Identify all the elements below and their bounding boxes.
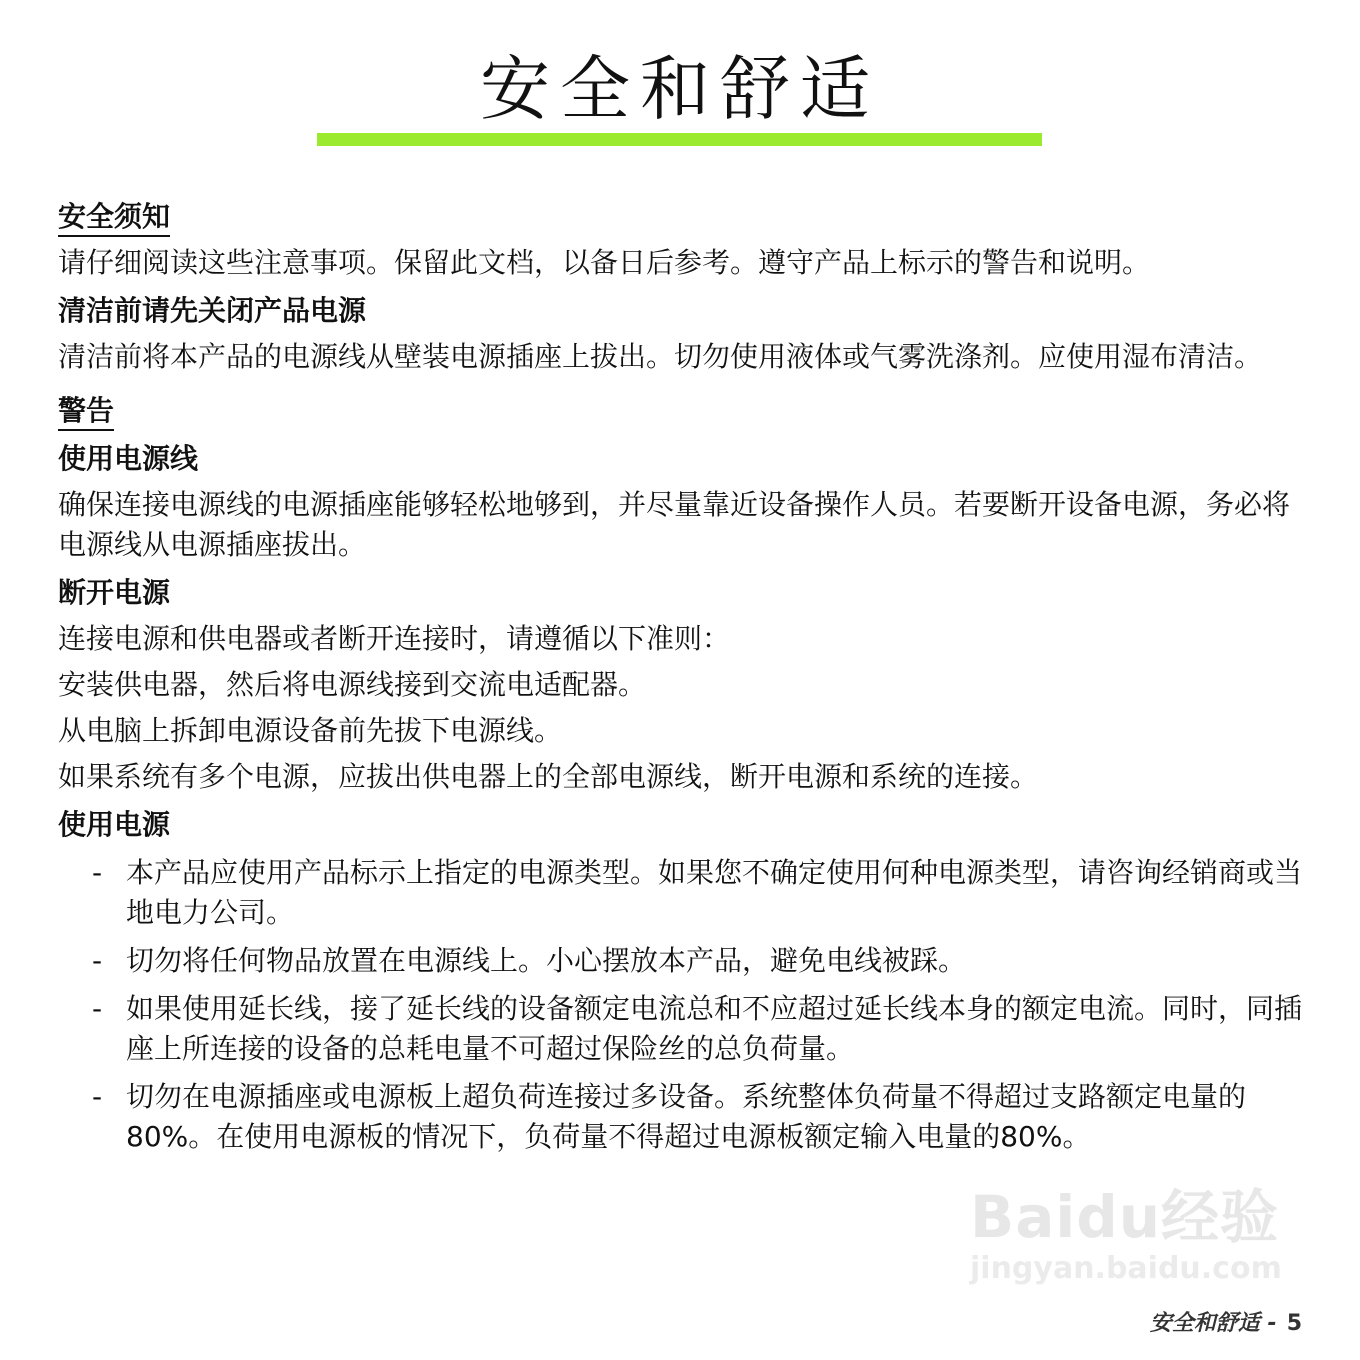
bullet-dash: - bbox=[92, 992, 103, 1025]
content-body bbox=[58, 197, 1304, 1157]
safety-notice-text: 请仔细阅读这些注意事项。保留此文档，以备日后参考。遵守产品上标示的警告和说明。 bbox=[58, 246, 1151, 279]
footer-section-title: 安全和舒适 - bbox=[1149, 1311, 1277, 1336]
page-number: 5 bbox=[1286, 1311, 1302, 1336]
bullet-dash: - bbox=[92, 1080, 103, 1113]
list-item-text: 本产品应使用产品标示上指定的电源类型。如果您不确定使用何种电源类型，请咨询经销商或当地电力公司。 bbox=[126, 856, 1303, 929]
disconnect-line: 连接电源和供电器或者断开连接时，请遵循以下准则： bbox=[58, 622, 731, 655]
list-item bbox=[58, 941, 1304, 981]
list-item-text: 切勿将任何物品放置在电源线上。小心摆放本产品，避免电线被踩。 bbox=[126, 944, 967, 977]
list-item bbox=[58, 853, 1304, 933]
watermark-url: jingyan.baidu.com bbox=[970, 1251, 1282, 1286]
list-item bbox=[58, 1077, 1304, 1157]
list-item bbox=[58, 989, 1304, 1069]
title-underline-bar bbox=[317, 133, 1042, 146]
page-footer bbox=[1150, 1306, 1302, 1337]
bullet-dash: - bbox=[92, 944, 103, 977]
power-usage-list bbox=[58, 853, 1304, 1157]
watermark-logo: Baidu经验 bbox=[970, 1183, 1280, 1251]
disconnect-line: 从电脑上拆卸电源设备前先拔下电源线。 bbox=[58, 714, 563, 747]
heading-power-cord: 使用电源线 bbox=[58, 442, 199, 475]
power-cord-text: 确保连接电源线的电源插座能够轻松地够到，并尽量靠近设备操作人员。若要断开设备电源，务必将电源线从电源插座拔出。 bbox=[58, 488, 1291, 561]
list-item-text: 如果使用延长线，接了延长线的设备额定电流总和不应超过延长线本身的额定电流。同时，同插座上所连接的设备的总耗电量不可超过保险丝的总负荷量。 bbox=[126, 992, 1303, 1065]
heading-warning: 警告 bbox=[58, 393, 114, 431]
list-item-text: 切勿在电源插座或电源板上超负荷连接过多设备。系统整体负荷量不得超过支路额定电量的 80%。在使用电源板的情况下，负荷量不得超过电源板额定输入电量的80%。 bbox=[126, 1080, 1247, 1153]
heading-using-power: 使用电源 bbox=[58, 808, 171, 841]
bullet-dash: - bbox=[92, 856, 103, 889]
heading-disconnect: 断开电源 bbox=[58, 576, 171, 609]
disconnect-line: 安装供电器，然后将电源线接到交流电适配器。 bbox=[58, 668, 647, 701]
heading-cleaning: 清洁前请先关闭产品电源 bbox=[58, 294, 367, 327]
cleaning-text: 清洁前将本产品的电源线从壁装电源插座上拔出。切勿使用液体或气雾洗涤剂。应使用湿布清洁。 bbox=[58, 340, 1263, 373]
heading-safety-notice: 安全须知 bbox=[58, 199, 170, 237]
page-title: 安全和舒适 bbox=[480, 48, 880, 130]
baidu-jingyan-watermark bbox=[970, 1185, 1290, 1305]
disconnect-line: 如果系统有多个电源，应拔出供电器上的全部电源线，断开电源和系统的连接。 bbox=[58, 760, 1039, 793]
